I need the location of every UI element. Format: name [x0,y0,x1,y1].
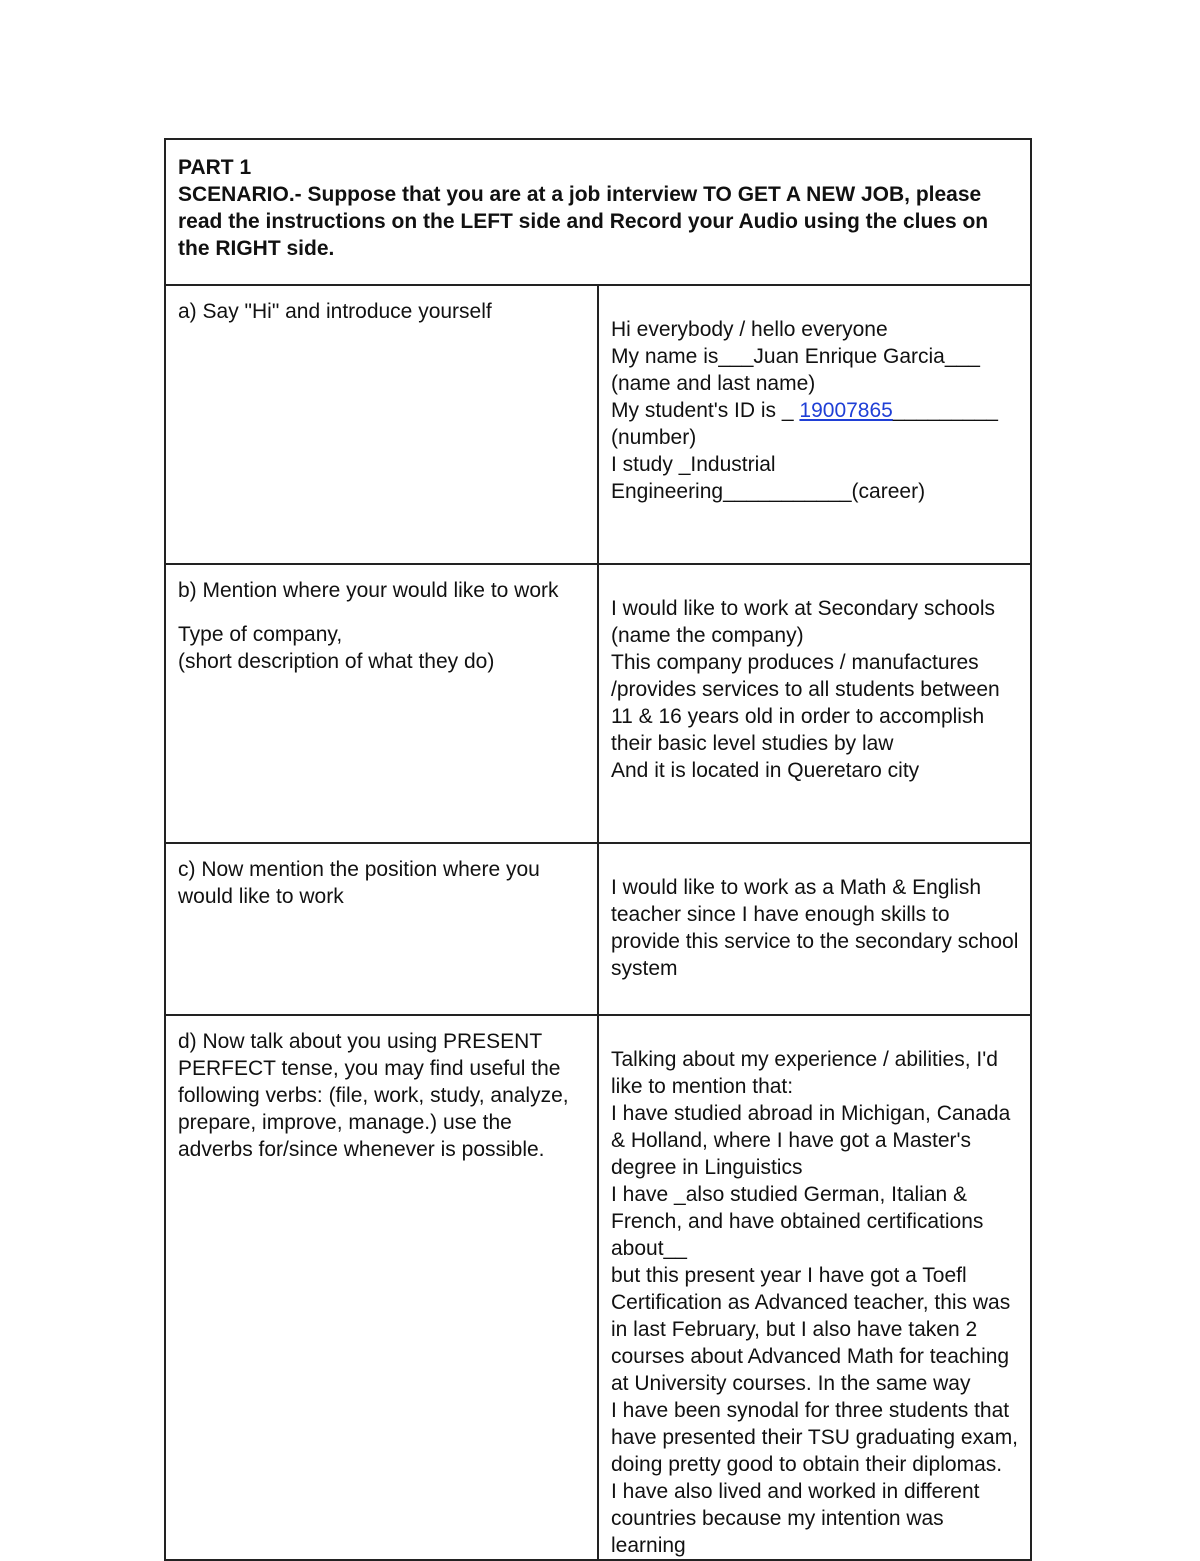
answer-d-synodal: I have been synodal for three students that have presented their TSU graduating exam, doing pretty good to obtain their diplomas. [611,1399,1019,1476]
header-cell [165,139,1031,285]
answer-d [598,1015,1031,1560]
answer-a-id-suffix: _________ [892,399,998,422]
part-title: PART 1 [178,156,252,179]
student-id-link[interactable]: 19007865 [799,399,893,422]
prompt-d [165,1015,598,1560]
prompt-a [165,285,598,564]
answer-d-lived: I have also lived and worked in different countries because my intention was learning [611,1480,980,1557]
answer-a [598,285,1031,564]
scenario-instructions: SCENARIO.- Suppose that you are at a job interview TO GET A NEW JOB, please read the instructions on the LEFT side and Record your Audio using the clues on the RIGHT side. [178,183,989,260]
answer-a-greeting: Hi everybody / hello everyone [611,318,888,341]
worksheet-table [164,138,1032,1561]
prompt-a-text: a) Say "Hi" and introduce yourself [178,300,492,323]
prompt-b-type: Type of company, [178,623,343,646]
answer-a-number-hint: (number) [611,426,697,449]
answer-b-company: I would like to work at Secondary schools (name the company) [611,597,996,647]
answer-d-languages: I have _also studied German, Italian & French, and have obtained certifications about__ [611,1183,984,1260]
answer-a-career: I study _Industrial Engineering___________(career) [611,453,926,503]
answer-a-name: My name is___Juan Enrique Garcia___ (name and last name) [611,345,980,395]
answer-b-services: This company produces / manufactures /provides services to all students between 11 & 16 years old in order to accomplish their basic level studies by law [611,651,1000,755]
answer-c [598,843,1031,1015]
prompt-b-text: b) Mention where your would like to work [178,579,559,602]
answer-d-intro: Talking about my experience / abilities, I'd like to mention that: [611,1048,998,1098]
answer-a-id-prefix: My student's ID is _ [611,399,800,422]
prompt-b-description: (short description of what they do) [178,650,495,673]
answer-c-text: I would like to work as a Math & English teacher since I have enough skills to provide this service to the secondary school system [611,876,1019,980]
prompt-c-text: c) Now mention the position where you would like to work [178,858,540,908]
prompt-b [165,564,598,843]
prompt-c [165,843,598,1015]
answer-b-location: And it is located in Queretaro city [611,759,920,782]
prompt-d-text: d) Now talk about you using PRESENT PERFECT tense, you may find useful the following verbs: (file, work, study, analyze, prepare, improve, manage.) use the adverbs for/since whenever is possible. [178,1030,569,1161]
answer-d-certification: but this present year I have got a Toefl Certification as Advanced teacher, this was in last February, but I also have taken 2 courses about Advanced Math for teaching at University courses. In the same way [611,1264,1011,1395]
answer-b [598,564,1031,843]
answer-a-id [611,397,1020,424]
answer-d-studies: I have studied abroad in Michigan, Canada & Holland, where I have got a Master's degree in Linguistics [611,1102,1011,1179]
